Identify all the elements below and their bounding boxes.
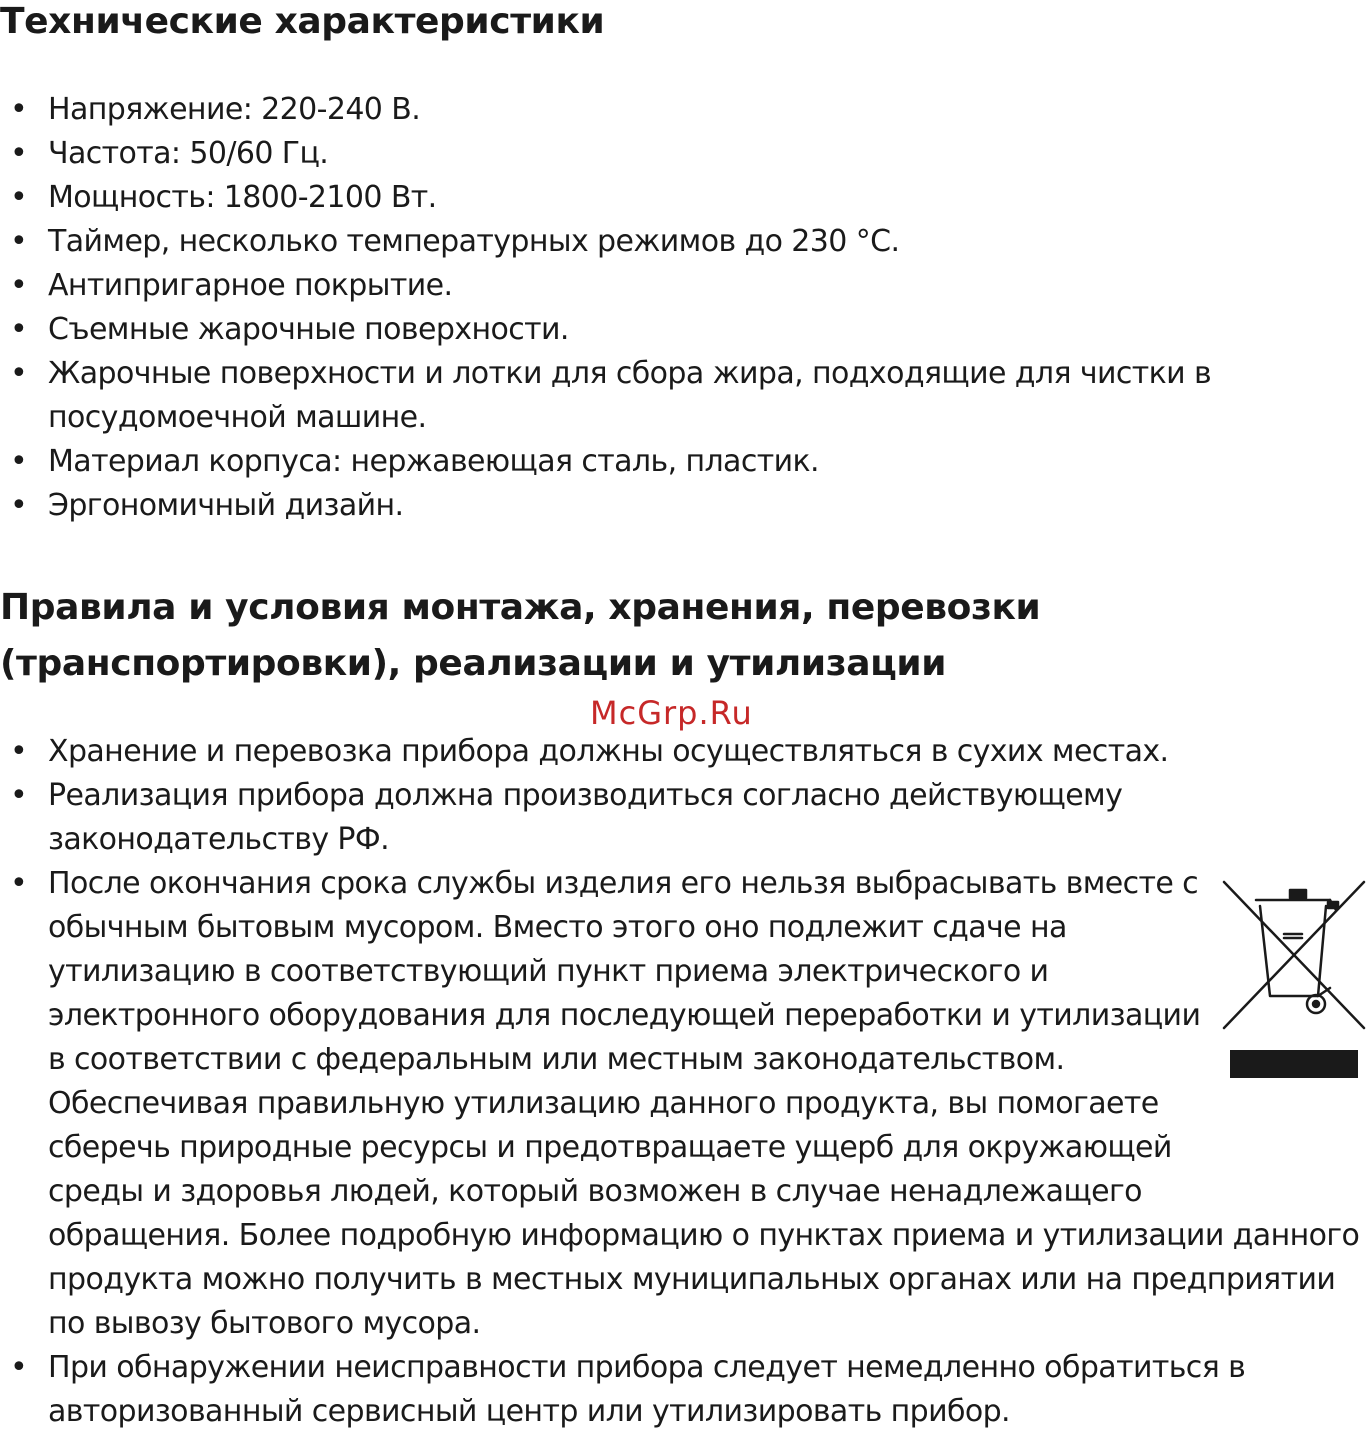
rule-item-disposal (0, 862, 1368, 1346)
spec-item-voltage: • Напряжение: 220-240 В. (0, 88, 1320, 132)
weee-crossed-bin-icon (1218, 868, 1368, 1080)
spec-item-material: • Материал корпуса: нержавеющая сталь, пластик. (0, 440, 1320, 484)
spec-item-power: • Мощность: 1800-2100 Вт. (0, 176, 1320, 220)
spec-item-dishwasher: • Жарочные поверхности и лотки для сбора жира, подходящие для чистки в посудомоечной машине. (0, 352, 1320, 440)
rules-heading-line-2: (транспортировки), реализации и утилизации (0, 643, 947, 684)
watermark: McGrp.Ru (590, 694, 753, 732)
rules-heading (0, 580, 1368, 692)
spec-item-coating: • Антипригарное покрытие. (0, 264, 1320, 308)
rule-item-storage: • Хранение и перевозка прибора должны осуществляться в сухих местах. (0, 730, 1368, 774)
spec-item-removable-plates: • Съемные жарочные поверхности. (0, 308, 1320, 352)
rules-list (0, 730, 1368, 1434)
spec-item-timer: • Таймер, несколько температурных режимов до 230 °C. (0, 220, 1320, 264)
rule-item-sale: • Реализация прибора должна производиться согласно действующему законодательству РФ. (0, 774, 1368, 862)
specs-list (0, 88, 1320, 528)
spec-item-frequency: • Частота: 50/60 Гц. (0, 132, 1320, 176)
rule-item-disposal-text: После окончания срока службы изделия его нельзя выбрасывать вместе с обычным бытовым мусором. Вместо этого оно подлежит сдаче на утилизацию в соответствующий пункт приема электрического и электронного оборудования для последующей переработки и утилизации в соответствии с федеральным или местным законодательством. Обеспечивая правильную утилизацию данного продукта, вы помогаете сберечь природные ресурсы и предотвращаете ущерб для окружающей среды и здоровья людей, который возможен в случае ненадлежащего обращения. Более подробную информацию о пунктах приема и утилизации данного продукта можно получить в местных муниципальных органах или на предприятии по вывозу бытового мусора. (48, 866, 1360, 1341)
rules-heading-line-1: Правила и условия монтажа, хранения, перевозки (0, 587, 1041, 628)
rule-item-malfunction: • При обнаружении неисправности прибора следует немедленно обратиться в авторизованный сервисный центр или утилизировать прибор. (0, 1346, 1368, 1434)
spec-item-design: • Эргономичный дизайн. (0, 484, 1320, 528)
specs-heading: Технические характеристики (0, 1, 605, 42)
